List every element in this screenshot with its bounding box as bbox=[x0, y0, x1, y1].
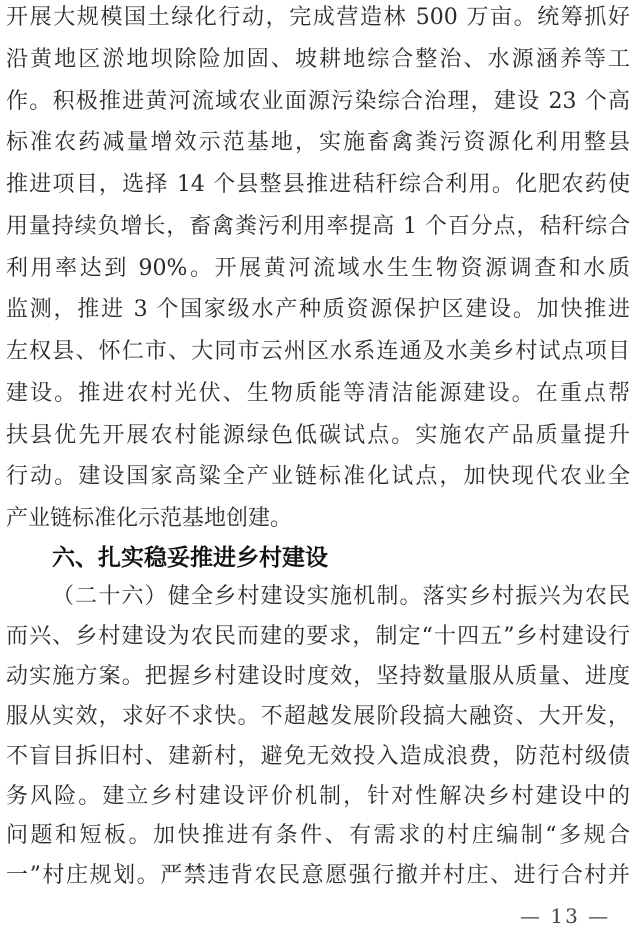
text-line: 行动。建设国家高粱全产业链标准化试点，加快现代农业全 bbox=[6, 464, 630, 490]
text-line: 扶县优先开展农村能源绿色低碳试点。实施农产品质量提升 bbox=[6, 422, 630, 448]
text-line: 沿黄地区淤地坝除险加固、坡耕地综合整治、水源涵养等工 bbox=[6, 46, 630, 72]
text-line: 而兴、乡村建设为农民而建的要求，制定“十四五”乡村建设行 bbox=[6, 623, 630, 649]
text-line: 一”村庄规划。严禁违背农民意愿强行撤并村庄、进行合村并 bbox=[6, 863, 630, 889]
text-line: 监测，推进 3 个国家级水产种质资源保护区建设。加快推进 bbox=[6, 297, 630, 323]
text-line: 用量持续负增长，畜禽粪污利用率提高 1 个百分点，秸秆综合 bbox=[6, 213, 630, 239]
text-line: 不盲目拆旧村、建新村，避免无效投入造成浪费，防范村级债 bbox=[6, 743, 630, 769]
text-line: 开展大规模国土绿化行动，完成营造林 500 万亩。统筹抓好 bbox=[6, 5, 630, 30]
text-line: 推进项目，选择 14 个县整县推进秸秆综合利用。化肥农药使 bbox=[6, 172, 630, 197]
text-line: 左权县、怀仁市、大同市云州区水系连通及水美乡村试点项目 bbox=[6, 339, 630, 364]
text-line: 问题和短板。加快推进有条件、有需求的村庄编制“多规合 bbox=[6, 823, 630, 849]
text-line: 建设。推进农村光伏、生物质能等清洁能源建设。在重点帮 bbox=[6, 380, 630, 406]
text-line: 务风险。建立乡村建设评价机制，针对性解决乡村建设中的 bbox=[6, 783, 630, 809]
page-number: — 13 — bbox=[520, 904, 611, 928]
text-line: 作。积极推进黄河流域农业面源污染综合治理，建设 23 个高 bbox=[6, 88, 630, 114]
section-heading: 六、扎实稳妥推进乡村建设 bbox=[52, 545, 328, 571]
text-line: 服从实效，求好不求快。不超越发展阶段搞大融资、大开发， bbox=[6, 703, 630, 729]
text-line: 产业链标准化示范基地创建。 bbox=[6, 506, 293, 531]
text-line: 标准农药减量增效示范基地，实施畜禽粪污资源化利用整县 bbox=[6, 130, 630, 156]
text-line: （二十六）健全乡村建设实施机制。落实乡村振兴为农民 bbox=[52, 584, 630, 609]
text-line: 动实施方案。把握乡村建设时度效，坚持数量服从质量、进度 bbox=[6, 663, 630, 689]
text-line: 利用率达到 90%。开展黄河流域水生生物资源调查和水质 bbox=[6, 255, 630, 281]
